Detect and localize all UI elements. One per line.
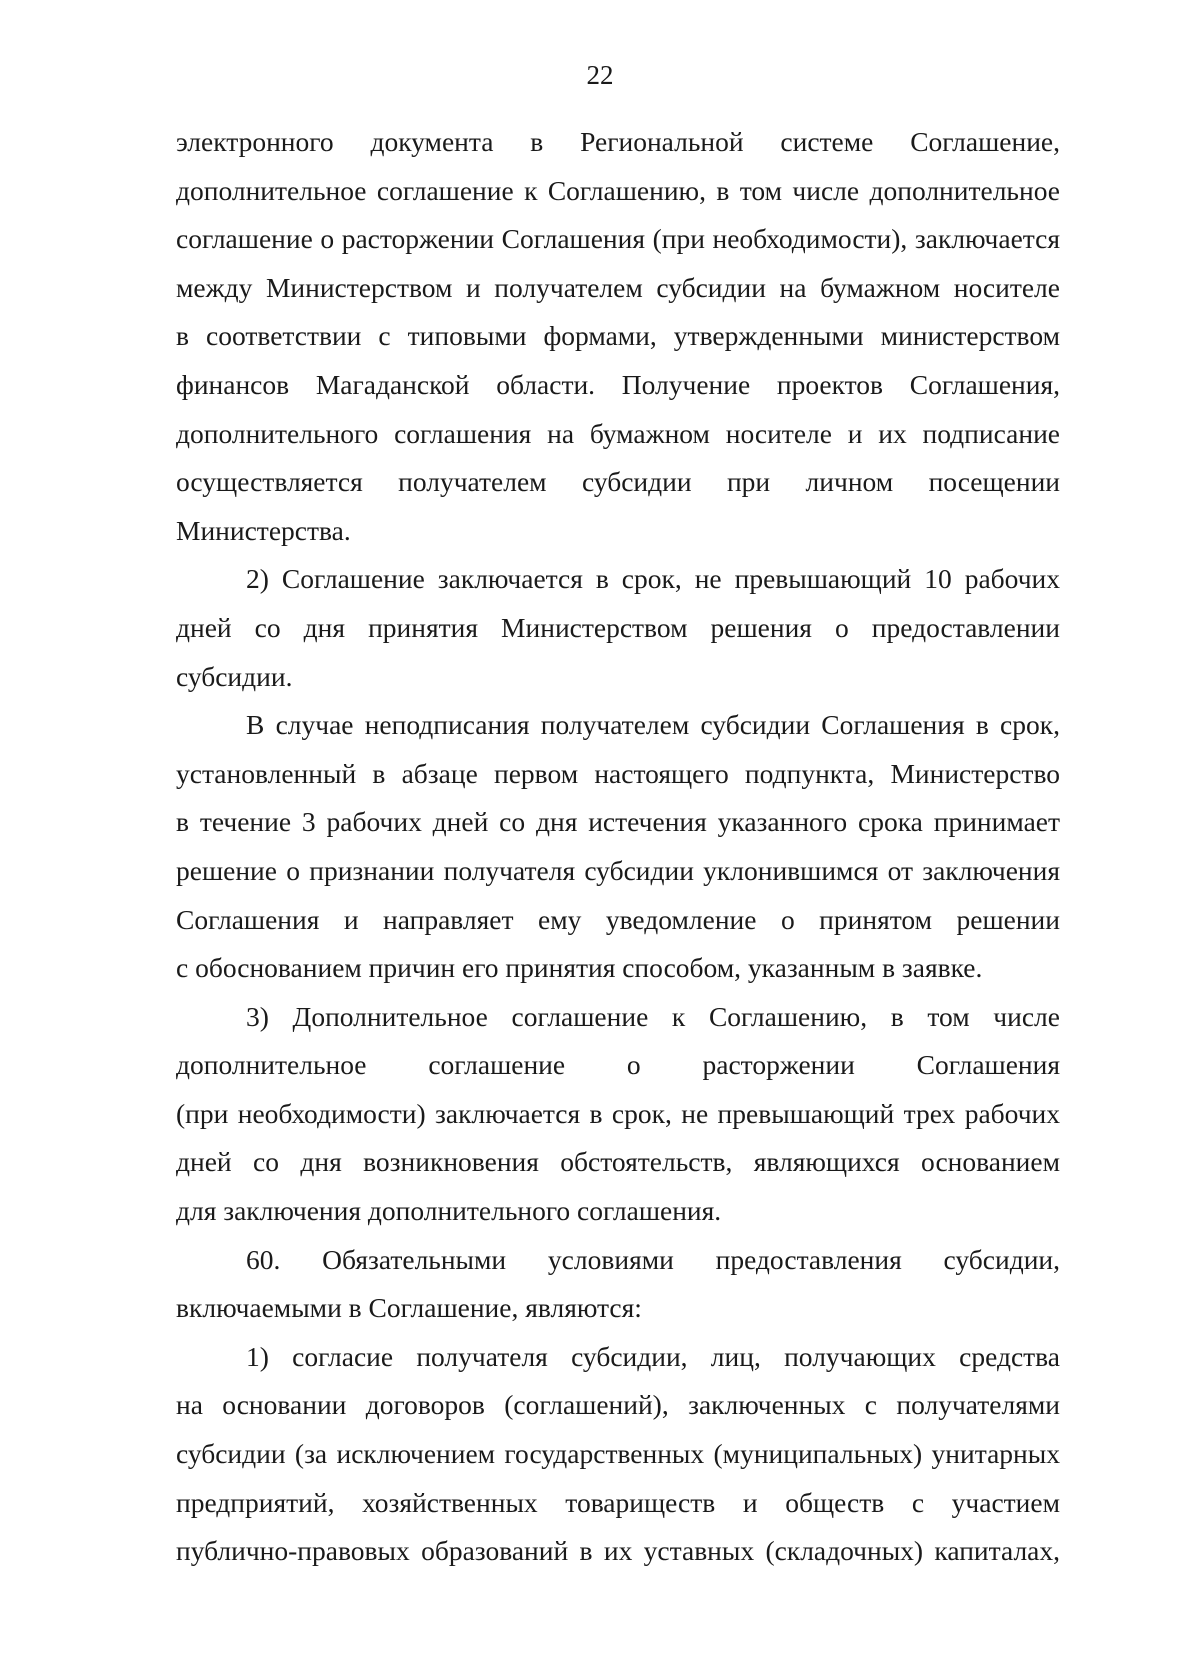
- text-line: дополнительного соглашения на бумажном носителе и их подписание: [176, 417, 1060, 449]
- text-line: решение о признании получателя субсидии уклонившимся от заключения: [176, 854, 1060, 886]
- text-line: на основании договоров (соглашений), заключенных с получателями: [176, 1389, 1060, 1421]
- text-line: с обоснованием причин его принятия способом, указанным в заявке.: [176, 952, 983, 984]
- text-line: финансов Магаданской области. Получение проектов Соглашения,: [176, 368, 1060, 400]
- text-line: в течение 3 рабочих дней со дня истечения указанного срока принимает: [176, 806, 1060, 838]
- text-line: 2) Соглашение заключается в срок, не превышающий 10 рабочих: [246, 563, 1060, 595]
- text-line: осуществляется получателем субсидии при личном посещении: [176, 466, 1060, 498]
- text-line: субсидии (за исключением государственных (муниципальных) унитарных: [176, 1438, 1060, 1470]
- text-line: публично-правовых образований в их уставных (складочных) капиталах,: [176, 1535, 1060, 1567]
- text-line: включаемыми в Соглашение, являются:: [176, 1292, 642, 1324]
- text-line: 1) согласие получателя субсидии, лиц, получающих средства: [246, 1340, 1060, 1372]
- text-line: установленный в абзаце первом настоящего подпункта, Министерство: [176, 757, 1060, 789]
- text-line: Министерства.: [176, 514, 351, 546]
- text-line: соглашение о расторжении Соглашения (при необходимости), заключается: [176, 223, 1060, 255]
- text-line: субсидии.: [176, 660, 293, 692]
- page-number: 22: [586, 60, 614, 90]
- text-line: предприятий, хозяйственных товариществ и обществ с участием: [176, 1486, 1060, 1518]
- text-line: В случае неподписания получателем субсидии Соглашения в срок,: [246, 709, 1060, 741]
- text-line: дней со дня возникновения обстоятельств, являющихся основанием: [176, 1146, 1060, 1178]
- text-line: дополнительное соглашение о расторжении Соглашения: [176, 1049, 1060, 1081]
- text-line: электронного документа в Региональной системе Соглашение,: [176, 126, 1060, 157]
- text-line: дней со дня принятия Министерством решения о предоставлении: [176, 611, 1060, 643]
- text-line: между Министерством и получателем субсидии на бумажном носителе: [176, 271, 1060, 303]
- text-line: 60. Обязательными условиями предоставления субсидии,: [246, 1243, 1060, 1275]
- text-line: для заключения дополнительного соглашения.: [176, 1195, 722, 1227]
- text-line: в соответствии с типовыми формами, утвержденными министерством: [176, 320, 1060, 352]
- text-line: дополнительное соглашение к Соглашению, в том числе дополнительное: [176, 174, 1060, 206]
- text-line: Соглашения и направляет ему уведомление о принятом решении: [176, 903, 1060, 935]
- document-body: [176, 118, 1060, 1576]
- text-line: 3) Дополнительное соглашение к Соглашению, в том числе: [246, 1000, 1060, 1032]
- text-line: (при необходимости) заключается в срок, не превышающий трех рабочих: [176, 1097, 1060, 1129]
